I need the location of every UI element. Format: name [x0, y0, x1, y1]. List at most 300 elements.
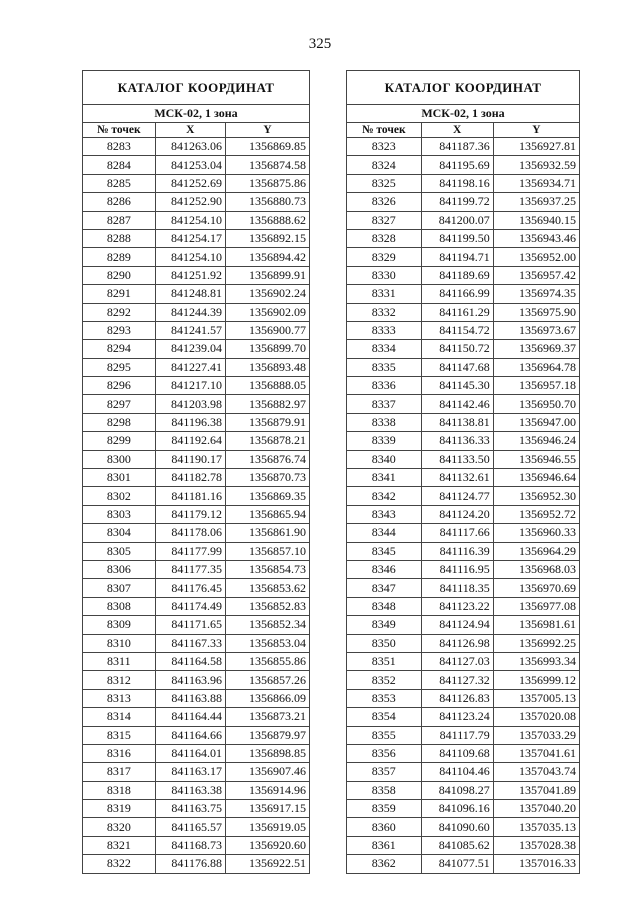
table-row — [83, 781, 310, 799]
point-number-cell: 8308 — [83, 597, 156, 615]
x-coordinate-cell: 841187.36 — [421, 138, 493, 156]
x-coordinate-cell: 841177.35 — [155, 560, 225, 578]
point-number-cell: 8323 — [347, 138, 422, 156]
table-row — [347, 285, 580, 303]
x-coordinate-cell: 841138.81 — [421, 413, 493, 431]
x-coordinate-cell: 841163.17 — [155, 763, 225, 781]
column-header-y: Y — [225, 123, 309, 138]
table-row — [83, 855, 310, 873]
y-coordinate-cell: 1356946.24 — [493, 432, 579, 450]
y-coordinate-cell: 1356866.09 — [225, 689, 309, 707]
table-row — [83, 487, 310, 505]
y-coordinate-cell: 1356874.58 — [225, 156, 309, 174]
point-number-cell: 8330 — [347, 266, 422, 284]
x-coordinate-cell: 841196.38 — [155, 413, 225, 431]
x-coordinate-cell: 841133.50 — [421, 450, 493, 468]
y-coordinate-cell: 1356907.46 — [225, 763, 309, 781]
table-row — [347, 597, 580, 615]
catalog-zone: МСК-02, 1 зона — [347, 105, 580, 123]
table-row — [347, 450, 580, 468]
x-coordinate-cell: 841096.16 — [421, 800, 493, 818]
y-coordinate-cell: 1356969.37 — [493, 340, 579, 358]
column-header-x: X — [155, 123, 225, 138]
y-coordinate-cell: 1356902.24 — [225, 285, 309, 303]
point-number-cell: 8344 — [347, 524, 422, 542]
point-number-cell: 8331 — [347, 285, 422, 303]
point-number-cell: 8299 — [83, 432, 156, 450]
x-coordinate-cell: 841126.98 — [421, 634, 493, 652]
x-coordinate-cell: 841198.16 — [421, 174, 493, 192]
point-number-cell: 8316 — [83, 744, 156, 762]
point-number-cell: 8360 — [347, 818, 422, 836]
point-number-cell: 8288 — [83, 229, 156, 247]
y-coordinate-cell: 1356853.62 — [225, 579, 309, 597]
point-number-cell: 8318 — [83, 781, 156, 799]
table-row — [347, 174, 580, 192]
x-coordinate-cell: 841192.64 — [155, 432, 225, 450]
table-row — [83, 248, 310, 266]
y-coordinate-cell: 1356968.03 — [493, 560, 579, 578]
table-row — [347, 138, 580, 156]
table-row — [83, 321, 310, 339]
y-coordinate-cell: 1356902.09 — [225, 303, 309, 321]
x-coordinate-cell: 841263.06 — [155, 138, 225, 156]
table-row — [347, 616, 580, 634]
x-coordinate-cell: 841165.57 — [155, 818, 225, 836]
point-number-cell: 8285 — [83, 174, 156, 192]
y-coordinate-cell: 1356876.74 — [225, 450, 309, 468]
table-row — [347, 266, 580, 284]
y-coordinate-cell: 1357035.13 — [493, 818, 579, 836]
x-coordinate-cell: 841117.66 — [421, 524, 493, 542]
x-coordinate-cell: 841254.17 — [155, 229, 225, 247]
x-coordinate-cell: 841195.69 — [421, 156, 493, 174]
table-row — [83, 597, 310, 615]
point-number-cell: 8314 — [83, 708, 156, 726]
table-row — [83, 211, 310, 229]
x-coordinate-cell: 841194.71 — [421, 248, 493, 266]
y-coordinate-cell: 1356879.91 — [225, 413, 309, 431]
y-coordinate-cell: 1356892.15 — [225, 229, 309, 247]
x-coordinate-cell: 841241.57 — [155, 321, 225, 339]
table-row — [83, 708, 310, 726]
y-coordinate-cell: 1356880.73 — [225, 193, 309, 211]
y-coordinate-cell: 1356992.25 — [493, 634, 579, 652]
y-coordinate-cell: 1356894.42 — [225, 248, 309, 266]
y-coordinate-cell: 1356937.25 — [493, 193, 579, 211]
table-row — [347, 487, 580, 505]
point-number-cell: 8297 — [83, 395, 156, 413]
table-row — [347, 211, 580, 229]
x-coordinate-cell: 841136.33 — [421, 432, 493, 450]
y-coordinate-cell: 1356899.70 — [225, 340, 309, 358]
table-row — [347, 744, 580, 762]
x-coordinate-cell: 841248.81 — [155, 285, 225, 303]
x-coordinate-cell: 841124.20 — [421, 505, 493, 523]
x-coordinate-cell: 841123.22 — [421, 597, 493, 615]
point-number-cell: 8328 — [347, 229, 422, 247]
x-coordinate-cell: 841254.10 — [155, 211, 225, 229]
y-coordinate-cell: 1356882.97 — [225, 395, 309, 413]
table-row — [347, 689, 580, 707]
point-number-cell: 8338 — [347, 413, 422, 431]
x-coordinate-cell: 841179.12 — [155, 505, 225, 523]
point-number-cell: 8334 — [347, 340, 422, 358]
column-header-x: X — [421, 123, 493, 138]
table-row — [83, 340, 310, 358]
point-number-cell: 8303 — [83, 505, 156, 523]
table-row — [83, 836, 310, 854]
y-coordinate-cell: 1356855.86 — [225, 652, 309, 670]
point-number-cell: 8304 — [83, 524, 156, 542]
y-coordinate-cell: 1356870.73 — [225, 469, 309, 487]
point-number-cell: 8284 — [83, 156, 156, 174]
coordinate-catalog-left — [82, 70, 310, 874]
y-coordinate-cell: 1356888.05 — [225, 377, 309, 395]
y-coordinate-cell: 1357033.29 — [493, 726, 579, 744]
x-coordinate-cell: 841150.72 — [421, 340, 493, 358]
table-row — [83, 450, 310, 468]
table-row — [83, 634, 310, 652]
table-row — [83, 285, 310, 303]
catalog-title: КАТАЛОГ КООРДИНАТ — [83, 71, 310, 105]
x-coordinate-cell: 841127.32 — [421, 671, 493, 689]
x-coordinate-cell: 841239.04 — [155, 340, 225, 358]
x-coordinate-cell: 841104.46 — [421, 763, 493, 781]
x-coordinate-cell: 841118.35 — [421, 579, 493, 597]
table-row — [83, 542, 310, 560]
x-coordinate-cell: 841116.95 — [421, 560, 493, 578]
point-number-cell: 8301 — [83, 469, 156, 487]
y-coordinate-cell: 1356973.67 — [493, 321, 579, 339]
y-coordinate-cell: 1356922.51 — [225, 855, 309, 873]
table-row — [83, 377, 310, 395]
y-coordinate-cell: 1356869.35 — [225, 487, 309, 505]
point-number-cell: 8361 — [347, 836, 422, 854]
point-number-cell: 8322 — [83, 855, 156, 873]
x-coordinate-cell: 841177.99 — [155, 542, 225, 560]
x-coordinate-cell: 841109.68 — [421, 744, 493, 762]
y-coordinate-cell: 1356900.77 — [225, 321, 309, 339]
point-number-cell: 8321 — [83, 836, 156, 854]
y-coordinate-cell: 1356977.08 — [493, 597, 579, 615]
x-coordinate-cell: 841167.33 — [155, 634, 225, 652]
table-row — [347, 781, 580, 799]
point-number-cell: 8347 — [347, 579, 422, 597]
point-number-cell: 8340 — [347, 450, 422, 468]
x-coordinate-cell: 841098.27 — [421, 781, 493, 799]
y-coordinate-cell: 1356952.00 — [493, 248, 579, 266]
y-coordinate-cell: 1356875.86 — [225, 174, 309, 192]
y-coordinate-cell: 1356934.71 — [493, 174, 579, 192]
table-row — [347, 377, 580, 395]
x-coordinate-cell: 841190.17 — [155, 450, 225, 468]
table-row — [83, 413, 310, 431]
x-coordinate-cell: 841132.61 — [421, 469, 493, 487]
y-coordinate-cell: 1356917.15 — [225, 800, 309, 818]
y-coordinate-cell: 1356957.42 — [493, 266, 579, 284]
table-row — [83, 469, 310, 487]
table-row — [347, 340, 580, 358]
y-coordinate-cell: 1356861.90 — [225, 524, 309, 542]
point-number-cell: 8293 — [83, 321, 156, 339]
point-number-cell: 8312 — [83, 671, 156, 689]
x-coordinate-cell: 841163.38 — [155, 781, 225, 799]
y-coordinate-cell: 1357020.08 — [493, 708, 579, 726]
point-number-cell: 8319 — [83, 800, 156, 818]
point-number-cell: 8315 — [83, 726, 156, 744]
table-row — [83, 229, 310, 247]
point-number-cell: 8313 — [83, 689, 156, 707]
y-coordinate-cell: 1356993.34 — [493, 652, 579, 670]
table-row — [83, 266, 310, 284]
y-coordinate-cell: 1356947.00 — [493, 413, 579, 431]
table-row — [83, 726, 310, 744]
point-number-cell: 8359 — [347, 800, 422, 818]
y-coordinate-cell: 1356952.30 — [493, 487, 579, 505]
x-coordinate-cell: 841166.99 — [421, 285, 493, 303]
x-coordinate-cell: 841163.75 — [155, 800, 225, 818]
y-coordinate-cell: 1356975.90 — [493, 303, 579, 321]
y-coordinate-cell: 1356957.18 — [493, 377, 579, 395]
catalog-title: КАТАЛОГ КООРДИНАТ — [347, 71, 580, 105]
y-coordinate-cell: 1356964.29 — [493, 542, 579, 560]
point-number-cell: 8295 — [83, 358, 156, 376]
point-number-cell: 8311 — [83, 652, 156, 670]
y-coordinate-cell: 1356932.59 — [493, 156, 579, 174]
y-coordinate-cell: 1356946.55 — [493, 450, 579, 468]
point-number-cell: 8298 — [83, 413, 156, 431]
y-coordinate-cell: 1356857.26 — [225, 671, 309, 689]
x-coordinate-cell: 841251.92 — [155, 266, 225, 284]
x-coordinate-cell: 841164.44 — [155, 708, 225, 726]
x-coordinate-cell: 841164.58 — [155, 652, 225, 670]
y-coordinate-cell: 1356946.64 — [493, 469, 579, 487]
x-coordinate-cell: 841126.83 — [421, 689, 493, 707]
point-number-cell: 8339 — [347, 432, 422, 450]
y-coordinate-cell: 1356857.10 — [225, 542, 309, 560]
y-coordinate-cell: 1356981.61 — [493, 616, 579, 634]
point-number-cell: 8341 — [347, 469, 422, 487]
point-number-cell: 8307 — [83, 579, 156, 597]
y-coordinate-cell: 1356888.62 — [225, 211, 309, 229]
point-number-cell: 8309 — [83, 616, 156, 634]
x-coordinate-cell: 841189.69 — [421, 266, 493, 284]
x-coordinate-cell: 841142.46 — [421, 395, 493, 413]
point-number-cell: 8286 — [83, 193, 156, 211]
table-row — [347, 303, 580, 321]
point-number-cell: 8290 — [83, 266, 156, 284]
table-row — [83, 303, 310, 321]
point-number-cell: 8283 — [83, 138, 156, 156]
x-coordinate-cell: 841123.24 — [421, 708, 493, 726]
column-header-point-number: № точек — [83, 123, 156, 138]
x-coordinate-cell: 841178.06 — [155, 524, 225, 542]
table-row — [347, 579, 580, 597]
table-row — [347, 413, 580, 431]
x-coordinate-cell: 841124.77 — [421, 487, 493, 505]
table-row — [347, 321, 580, 339]
y-coordinate-cell: 1356950.70 — [493, 395, 579, 413]
point-number-cell: 8336 — [347, 377, 422, 395]
x-coordinate-cell: 841077.51 — [421, 855, 493, 873]
point-number-cell: 8335 — [347, 358, 422, 376]
table-row — [347, 229, 580, 247]
point-number-cell: 8355 — [347, 726, 422, 744]
coordinate-catalog-right — [346, 70, 580, 874]
point-number-cell: 8333 — [347, 321, 422, 339]
x-coordinate-cell: 841090.60 — [421, 818, 493, 836]
x-coordinate-cell: 841116.39 — [421, 542, 493, 560]
point-number-cell: 8296 — [83, 377, 156, 395]
table-row — [347, 726, 580, 744]
table-row — [83, 800, 310, 818]
point-number-cell: 8346 — [347, 560, 422, 578]
x-coordinate-cell: 841199.72 — [421, 193, 493, 211]
table-row — [83, 579, 310, 597]
column-header-y: Y — [493, 123, 579, 138]
point-number-cell: 8329 — [347, 248, 422, 266]
y-coordinate-cell: 1356970.69 — [493, 579, 579, 597]
point-number-cell: 8317 — [83, 763, 156, 781]
x-coordinate-cell: 841127.03 — [421, 652, 493, 670]
point-number-cell: 8305 — [83, 542, 156, 560]
point-number-cell: 8357 — [347, 763, 422, 781]
table-row — [347, 248, 580, 266]
x-coordinate-cell: 841164.01 — [155, 744, 225, 762]
table-row — [347, 560, 580, 578]
table-row — [83, 156, 310, 174]
column-header-point-number: № точек — [347, 123, 422, 138]
table-row — [347, 432, 580, 450]
table-row — [83, 652, 310, 670]
table-row — [347, 505, 580, 523]
table-row — [83, 193, 310, 211]
point-number-cell: 8362 — [347, 855, 422, 873]
y-coordinate-cell: 1356943.46 — [493, 229, 579, 247]
y-coordinate-cell: 1356873.21 — [225, 708, 309, 726]
table-row — [347, 395, 580, 413]
y-coordinate-cell: 1356852.34 — [225, 616, 309, 634]
table-row — [83, 505, 310, 523]
table-row — [347, 358, 580, 376]
y-coordinate-cell: 1356853.04 — [225, 634, 309, 652]
table-row — [347, 156, 580, 174]
y-coordinate-cell: 1356919.05 — [225, 818, 309, 836]
table-row — [347, 193, 580, 211]
y-coordinate-cell: 1356865.94 — [225, 505, 309, 523]
y-coordinate-cell: 1356927.81 — [493, 138, 579, 156]
point-number-cell: 8352 — [347, 671, 422, 689]
point-number-cell: 8300 — [83, 450, 156, 468]
x-coordinate-cell: 841124.94 — [421, 616, 493, 634]
y-coordinate-cell: 1356879.97 — [225, 726, 309, 744]
catalog-body — [347, 138, 580, 874]
y-coordinate-cell: 1356920.60 — [225, 836, 309, 854]
x-coordinate-cell: 841085.62 — [421, 836, 493, 854]
point-number-cell: 8287 — [83, 211, 156, 229]
x-coordinate-cell: 841171.65 — [155, 616, 225, 634]
x-coordinate-cell: 841163.96 — [155, 671, 225, 689]
table-row — [83, 174, 310, 192]
point-number-cell: 8292 — [83, 303, 156, 321]
x-coordinate-cell: 841252.69 — [155, 174, 225, 192]
x-coordinate-cell: 841176.88 — [155, 855, 225, 873]
x-coordinate-cell: 841147.68 — [421, 358, 493, 376]
x-coordinate-cell: 841176.45 — [155, 579, 225, 597]
x-coordinate-cell: 841199.50 — [421, 229, 493, 247]
point-number-cell: 8289 — [83, 248, 156, 266]
y-coordinate-cell: 1356964.78 — [493, 358, 579, 376]
point-number-cell: 8353 — [347, 689, 422, 707]
table-row — [83, 138, 310, 156]
table-row — [83, 616, 310, 634]
table-row — [83, 671, 310, 689]
point-number-cell: 8324 — [347, 156, 422, 174]
y-coordinate-cell: 1356974.35 — [493, 285, 579, 303]
x-coordinate-cell: 841164.66 — [155, 726, 225, 744]
y-coordinate-cell: 1357028.38 — [493, 836, 579, 854]
y-coordinate-cell: 1356893.48 — [225, 358, 309, 376]
y-coordinate-cell: 1356952.72 — [493, 505, 579, 523]
catalog-zone: МСК-02, 1 зона — [83, 105, 310, 123]
table-row — [83, 818, 310, 836]
table-row — [347, 671, 580, 689]
point-number-cell: 8358 — [347, 781, 422, 799]
point-number-cell: 8348 — [347, 597, 422, 615]
point-number-cell: 8350 — [347, 634, 422, 652]
y-coordinate-cell: 1356869.85 — [225, 138, 309, 156]
x-coordinate-cell: 841227.41 — [155, 358, 225, 376]
table-row — [347, 542, 580, 560]
point-number-cell: 8337 — [347, 395, 422, 413]
y-coordinate-cell: 1356999.12 — [493, 671, 579, 689]
point-number-cell: 8291 — [83, 285, 156, 303]
y-coordinate-cell: 1356898.85 — [225, 744, 309, 762]
table-row — [347, 652, 580, 670]
y-coordinate-cell: 1356960.33 — [493, 524, 579, 542]
x-coordinate-cell: 841117.79 — [421, 726, 493, 744]
y-coordinate-cell: 1357043.74 — [493, 763, 579, 781]
x-coordinate-cell: 841253.04 — [155, 156, 225, 174]
y-coordinate-cell: 1357041.89 — [493, 781, 579, 799]
x-coordinate-cell: 841161.29 — [421, 303, 493, 321]
table-row — [83, 689, 310, 707]
table-row — [83, 432, 310, 450]
y-coordinate-cell: 1356878.21 — [225, 432, 309, 450]
point-number-cell: 8332 — [347, 303, 422, 321]
x-coordinate-cell: 841203.98 — [155, 395, 225, 413]
table-row — [83, 763, 310, 781]
table-row — [83, 395, 310, 413]
catalog-body — [83, 138, 310, 874]
point-number-cell: 8349 — [347, 616, 422, 634]
table-row — [347, 763, 580, 781]
point-number-cell: 8294 — [83, 340, 156, 358]
x-coordinate-cell: 841145.30 — [421, 377, 493, 395]
table-row — [347, 836, 580, 854]
x-coordinate-cell: 841174.49 — [155, 597, 225, 615]
page-number: 325 — [308, 36, 332, 52]
point-number-cell: 8326 — [347, 193, 422, 211]
table-row — [83, 524, 310, 542]
point-number-cell: 8356 — [347, 744, 422, 762]
table-row — [347, 818, 580, 836]
table-row — [347, 800, 580, 818]
y-coordinate-cell: 1357040.20 — [493, 800, 579, 818]
x-coordinate-cell: 841168.73 — [155, 836, 225, 854]
x-coordinate-cell: 841181.16 — [155, 487, 225, 505]
